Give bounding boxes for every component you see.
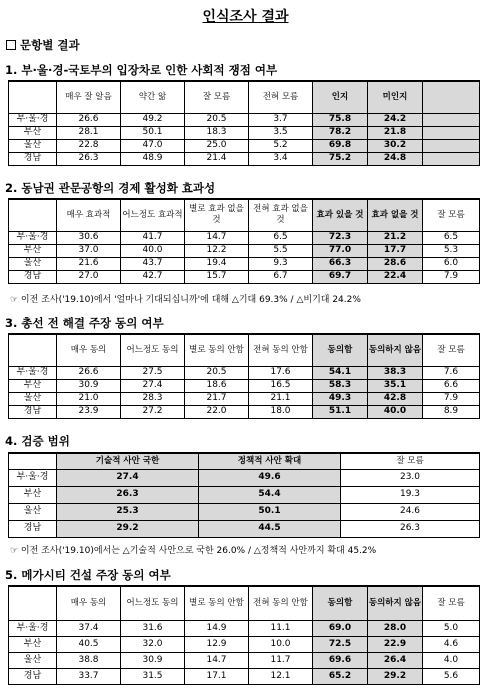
section-2-heading: 2. 동남권 관문공항의 경제 활성화 효과성 bbox=[5, 181, 216, 195]
table-cell: 18.6 bbox=[185, 379, 249, 392]
table-cell: 21.1 bbox=[249, 392, 313, 405]
table-cell: 23.0 bbox=[341, 469, 480, 486]
col-header: 기술적 사안 국한 bbox=[57, 453, 199, 469]
table-cell: 65.2 bbox=[313, 668, 368, 684]
table-cell: 27.4 bbox=[57, 469, 199, 486]
table-cell: 48.9 bbox=[121, 152, 185, 165]
table-cell: 26.6 bbox=[57, 113, 121, 126]
table-cell: 21.4 bbox=[185, 152, 249, 165]
col-header: 동의함 bbox=[313, 334, 368, 366]
page-title: 인식조사 결과 bbox=[202, 9, 289, 25]
table-cell: 75.2 bbox=[313, 152, 368, 165]
section-5-heading: 5. 메가시티 건설 주장 동의 여부 bbox=[5, 568, 171, 582]
col-header: 잘 모름 bbox=[341, 453, 480, 469]
row-label: 경남 bbox=[9, 405, 57, 418]
col-header: 효과 없을 것 bbox=[368, 199, 423, 231]
section-4-heading: 4. 검증 범위 bbox=[5, 434, 70, 448]
table-cell: 37.0 bbox=[57, 244, 121, 257]
table-cell: 19.4 bbox=[185, 257, 249, 270]
table-cell: 15.7 bbox=[185, 270, 249, 283]
table-cell: 28.6 bbox=[368, 257, 423, 270]
table-cell: 49.3 bbox=[313, 392, 368, 405]
table-cell: 24.6 bbox=[341, 503, 480, 520]
table-cell: 7.9 bbox=[423, 270, 480, 283]
col-header: 전혀 효과 없을 것 bbox=[249, 199, 313, 231]
table-cell: 27.0 bbox=[57, 270, 121, 283]
table-cell: 17.7 bbox=[368, 244, 423, 257]
col-header: 동의하지 않음 bbox=[368, 334, 423, 366]
table-cell: 28.0 bbox=[368, 620, 423, 636]
table-cell: 35.1 bbox=[368, 379, 423, 392]
table-cell: 40.5 bbox=[57, 636, 121, 652]
col-header: 동의함 bbox=[313, 586, 368, 620]
section-2-note: ☞ 이전 조사('19.10)에서 '얼마나 기대되십니까'에 대해 △기대 69.3% / △비기대 24.2% bbox=[10, 295, 361, 305]
table-cell: 17.6 bbox=[249, 366, 313, 379]
table-cell: 22.4 bbox=[368, 270, 423, 283]
table-cell: 26.4 bbox=[368, 652, 423, 668]
table-cell: 49.6 bbox=[199, 469, 341, 486]
col-header: 잘 모름 bbox=[423, 199, 480, 231]
col-header: 어느정도 효과적 bbox=[121, 199, 185, 231]
table-cell: 17.1 bbox=[185, 668, 249, 684]
table-cell: 69.0 bbox=[313, 620, 368, 636]
table-cell: 58.3 bbox=[313, 379, 368, 392]
col-header: 매우 잘 알음 bbox=[57, 81, 121, 113]
table-cell: 21.6 bbox=[57, 257, 121, 270]
table-cell: 50.1 bbox=[199, 503, 341, 520]
table-cell: 21.2 bbox=[368, 231, 423, 244]
table-cell: 3.4 bbox=[249, 152, 313, 165]
table-cell: 69.6 bbox=[313, 652, 368, 668]
table-cell: 31.6 bbox=[121, 620, 185, 636]
table-cell: 11.1 bbox=[249, 620, 313, 636]
table-cell: 23.9 bbox=[57, 405, 121, 418]
row-label: 부산 bbox=[9, 126, 57, 139]
table-cell: 43.7 bbox=[121, 257, 185, 270]
table-cell: 42.7 bbox=[121, 270, 185, 283]
table-cell: 51.1 bbox=[313, 405, 368, 418]
row-label: 부산 bbox=[9, 244, 57, 257]
table-cell: 27.2 bbox=[121, 405, 185, 418]
table-cell: 26.3 bbox=[57, 152, 121, 165]
table-cell: 12.9 bbox=[185, 636, 249, 652]
table-cell: 25.3 bbox=[57, 503, 199, 520]
row-label: 경남 bbox=[9, 520, 57, 537]
table-cell: 31.5 bbox=[121, 668, 185, 684]
table-cell: 72.3 bbox=[313, 231, 368, 244]
table-cell: 77.0 bbox=[313, 244, 368, 257]
row-label: 부산 bbox=[9, 486, 57, 503]
table-cell: 33.7 bbox=[57, 668, 121, 684]
table-cell: 49.2 bbox=[121, 113, 185, 126]
subheading: 문항별 결과 bbox=[6, 37, 80, 53]
row-label: 부산 bbox=[9, 636, 57, 652]
row-label: 경남 bbox=[9, 152, 57, 165]
row-label: 부·울·경 bbox=[9, 231, 57, 244]
section-3-table bbox=[8, 333, 480, 419]
checkbox-square-icon bbox=[6, 40, 16, 50]
table-cell: 20.5 bbox=[185, 366, 249, 379]
table-cell: 14.9 bbox=[185, 620, 249, 636]
col-header: 미인지 bbox=[368, 81, 423, 113]
table-cell: 6.7 bbox=[249, 270, 313, 283]
table-cell: 30.2 bbox=[368, 139, 423, 152]
table-cell: 44.5 bbox=[199, 520, 341, 537]
table-cell: 29.2 bbox=[57, 520, 199, 537]
col-header: 별로 동의 안함 bbox=[185, 586, 249, 620]
table-cell: 26.3 bbox=[341, 520, 480, 537]
table-cell: 24.2 bbox=[368, 113, 423, 126]
section-1-table bbox=[8, 80, 480, 166]
row-label: 울산 bbox=[9, 392, 57, 405]
table-cell: 4.6 bbox=[423, 636, 480, 652]
row-label: 울산 bbox=[9, 652, 57, 668]
row-label: 부·울·경 bbox=[9, 366, 57, 379]
table-cell: 38.3 bbox=[368, 366, 423, 379]
section-5-table bbox=[8, 585, 480, 685]
table-cell: 25.0 bbox=[185, 139, 249, 152]
col-header: 약간 앎 bbox=[121, 81, 185, 113]
table-cell: 16.5 bbox=[249, 379, 313, 392]
table-cell: 47.0 bbox=[121, 139, 185, 152]
table-cell: 32.0 bbox=[121, 636, 185, 652]
table-cell: 5.6 bbox=[423, 668, 480, 684]
col-header: 별로 효과 없을 것 bbox=[185, 199, 249, 231]
table-cell: 69.7 bbox=[313, 270, 368, 283]
row-label: 부·울·경 bbox=[9, 469, 57, 486]
table-cell: 26.3 bbox=[57, 486, 199, 503]
col-header: 어느정도 동의 bbox=[121, 586, 185, 620]
col-header: 매우 효과적 bbox=[57, 199, 121, 231]
table-cell: 12.1 bbox=[249, 668, 313, 684]
table-cell: 24.8 bbox=[368, 152, 423, 165]
col-header: 별로 동의 안함 bbox=[185, 334, 249, 366]
table-cell: 3.7 bbox=[249, 113, 313, 126]
col-header: 정책적 사안 확대 bbox=[199, 453, 341, 469]
table-cell: 8.9 bbox=[423, 405, 480, 418]
table-cell: 28.1 bbox=[57, 126, 121, 139]
table-cell: 66.3 bbox=[313, 257, 368, 270]
col-header: 전혀 동의 안함 bbox=[249, 334, 313, 366]
section-2-table bbox=[8, 198, 480, 284]
table-cell: 21.0 bbox=[57, 392, 121, 405]
col-header: 어느정도 동의 bbox=[121, 334, 185, 366]
table-cell: 22.0 bbox=[185, 405, 249, 418]
table-cell: 72.5 bbox=[313, 636, 368, 652]
row-label: 울산 bbox=[9, 257, 57, 270]
table-cell: 54.1 bbox=[313, 366, 368, 379]
table-cell: 18.3 bbox=[185, 126, 249, 139]
table-cell: 6.6 bbox=[423, 379, 480, 392]
table-cell: 3.5 bbox=[249, 126, 313, 139]
col-header: 매우 동의 bbox=[57, 334, 121, 366]
table-cell: 38.8 bbox=[57, 652, 121, 668]
row-label: 부·울·경 bbox=[9, 620, 57, 636]
col-header: 전혀 모름 bbox=[249, 81, 313, 113]
row-label: 부산 bbox=[9, 379, 57, 392]
table-cell: 30.9 bbox=[57, 379, 121, 392]
section-1-heading: 1. 부·울·경-국토부의 입장차로 인한 사회적 쟁점 여부 bbox=[5, 63, 278, 77]
table-cell: 75.8 bbox=[313, 113, 368, 126]
table-cell: 4.0 bbox=[423, 652, 480, 668]
section-3-heading: 3. 총선 전 해결 주장 동의 여부 bbox=[5, 316, 164, 330]
table-cell: 30.6 bbox=[57, 231, 121, 244]
row-label: 울산 bbox=[9, 503, 57, 520]
table-cell: 21.8 bbox=[368, 126, 423, 139]
row-label: 경남 bbox=[9, 668, 57, 684]
table-cell: 18.0 bbox=[249, 405, 313, 418]
table-cell: 19.3 bbox=[341, 486, 480, 503]
table-cell: 20.5 bbox=[185, 113, 249, 126]
table-cell: 6.5 bbox=[423, 231, 480, 244]
table-cell: 40.0 bbox=[121, 244, 185, 257]
col-header: 동의하지 않음 bbox=[368, 586, 423, 620]
table-cell: 28.3 bbox=[121, 392, 185, 405]
table-cell: 6.5 bbox=[249, 231, 313, 244]
table-cell: 40.0 bbox=[368, 405, 423, 418]
table-cell: 5.5 bbox=[249, 244, 313, 257]
row-label: 울산 bbox=[9, 139, 57, 152]
table-cell: 54.4 bbox=[199, 486, 341, 503]
table-cell: 30.9 bbox=[121, 652, 185, 668]
table-cell: 7.9 bbox=[423, 392, 480, 405]
table-cell: 10.0 bbox=[249, 636, 313, 652]
col-header: 매우 동의 bbox=[57, 586, 121, 620]
row-label: 부·울·경 bbox=[9, 113, 57, 126]
table-cell: 11.7 bbox=[249, 652, 313, 668]
col-header: 인지 bbox=[313, 81, 368, 113]
table-cell: 26.6 bbox=[57, 366, 121, 379]
table-cell: 22.8 bbox=[57, 139, 121, 152]
col-header: 효과 있을 것 bbox=[313, 199, 368, 231]
table-cell: 27.4 bbox=[121, 379, 185, 392]
table-cell: 78.2 bbox=[313, 126, 368, 139]
table-cell: 21.7 bbox=[185, 392, 249, 405]
table-cell: 22.9 bbox=[368, 636, 423, 652]
table-cell: 42.8 bbox=[368, 392, 423, 405]
table-cell: 12.2 bbox=[185, 244, 249, 257]
table-cell: 6.0 bbox=[423, 257, 480, 270]
table-cell: 41.7 bbox=[121, 231, 185, 244]
table-cell: 14.7 bbox=[185, 231, 249, 244]
section-4-table bbox=[8, 452, 480, 538]
table-cell: 27.5 bbox=[121, 366, 185, 379]
table-cell: 5.3 bbox=[423, 244, 480, 257]
col-header: 잘 모름 bbox=[423, 586, 480, 620]
table-cell: 69.8 bbox=[313, 139, 368, 152]
col-header: 잘 모름 bbox=[185, 81, 249, 113]
table-cell: 29.2 bbox=[368, 668, 423, 684]
table-cell: 37.4 bbox=[57, 620, 121, 636]
table-cell: 9.3 bbox=[249, 257, 313, 270]
table-cell: 7.6 bbox=[423, 366, 480, 379]
section-4-note: ☞ 이전 조사('19.10)에서는 △기술적 사안으로 국한 26.0% / △정책적 사안까지 확대 45.2% bbox=[10, 546, 377, 556]
col-header: 전혀 동의 안함 bbox=[249, 586, 313, 620]
row-label: 경남 bbox=[9, 270, 57, 283]
table-cell: 50.1 bbox=[121, 126, 185, 139]
col-header: 잘 모름 bbox=[423, 334, 480, 366]
table-cell: 5.0 bbox=[423, 620, 480, 636]
table-cell: 5.2 bbox=[249, 139, 313, 152]
table-cell: 14.7 bbox=[185, 652, 249, 668]
